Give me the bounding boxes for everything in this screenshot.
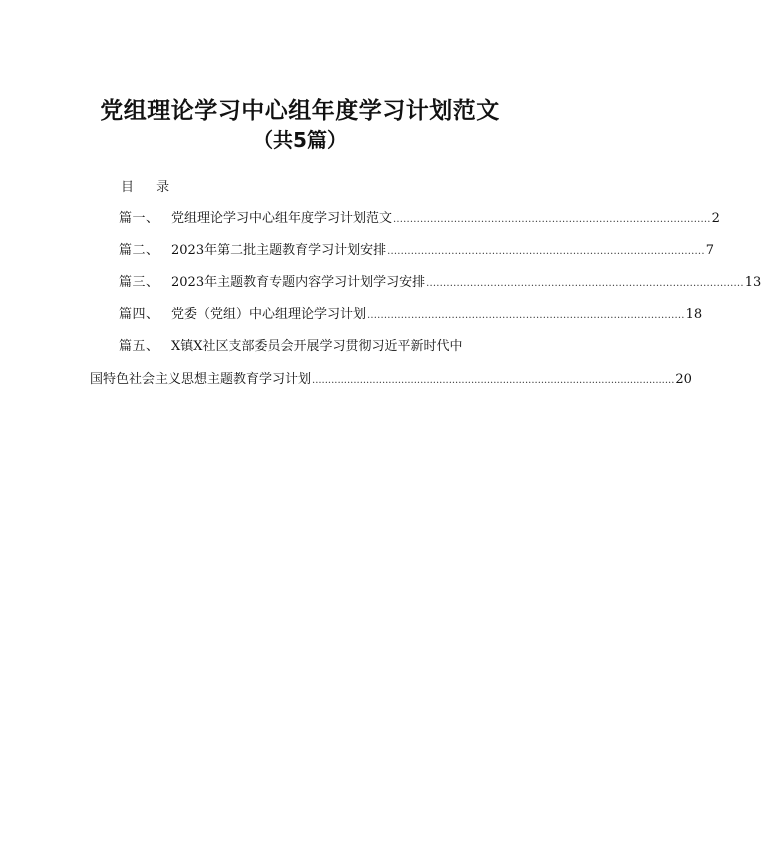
toc-leader-dots: .............................................................................................. xyxy=(426,278,744,289)
toc-entry-title-line1: X镇X社区支部委员会开展学习贯彻习近平新时代中 xyxy=(171,339,463,354)
toc-heading: 目 录 xyxy=(121,180,179,195)
toc-entry-page: 7 xyxy=(705,243,714,258)
toc-entry[interactable] xyxy=(119,207,720,226)
toc-entry-page: 13 xyxy=(744,275,761,290)
toc-entry-title: 2023年第二批主题教育学习计划安排 xyxy=(171,243,387,258)
toc-entry[interactable] xyxy=(119,239,714,258)
toc-leader-dots: .............................................................................................. xyxy=(367,310,685,321)
toc-entry-number: 篇一、 xyxy=(119,211,160,226)
toc-entry-number: 篇二、 xyxy=(119,243,160,258)
toc-entry-continuation[interactable] xyxy=(90,368,692,387)
toc-leader-dots: .............................................................................................. xyxy=(393,214,711,225)
toc-entry-page: 20 xyxy=(675,372,692,387)
toc-entry[interactable] xyxy=(119,303,703,322)
toc-entry-title: 2023年主题教育专题内容学习计划学习安排 xyxy=(171,275,426,290)
toc-entry-number: 篇四、 xyxy=(119,307,160,322)
toc-entry-title: 党委（党组）中心组理论学习计划 xyxy=(171,307,367,322)
toc-entry-number: 篇五、 xyxy=(119,339,160,354)
toc-entry[interactable] xyxy=(119,335,512,354)
toc-entry-number: 篇三、 xyxy=(119,275,160,290)
document-subtitle: （共5篇） xyxy=(253,128,347,152)
toc-entry-page: 2 xyxy=(711,211,720,226)
document-title: 党组理论学习中心组年度学习计划范文 xyxy=(100,98,500,124)
toc-leader-dots: .................................................................................................................. xyxy=(312,375,675,386)
toc-entry[interactable] xyxy=(119,271,761,290)
toc-entry-title: 党组理论学习中心组年度学习计划范文 xyxy=(171,211,393,226)
toc-entry-page: 18 xyxy=(685,307,703,322)
toc-leader-dots: .............................................................................................. xyxy=(387,246,705,257)
toc-entry-title-line2: 国特色社会主义思想主题教育学习计划 xyxy=(90,372,312,387)
